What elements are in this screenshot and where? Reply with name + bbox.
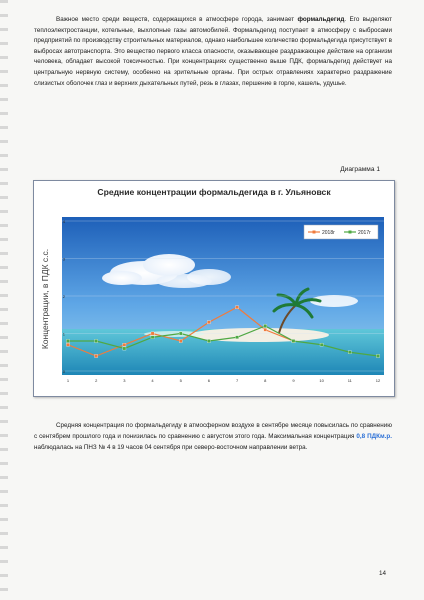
chart-legend — [304, 225, 378, 239]
page-number: 14 — [378, 570, 386, 577]
max-concentration-value: 0,8 ПДКм.р. — [356, 433, 392, 440]
data-point — [66, 343, 69, 346]
x-tick-label: 8 — [264, 378, 267, 383]
data-point — [235, 306, 238, 309]
x-tick-label: 4 — [151, 378, 154, 383]
data-point — [179, 339, 182, 342]
data-point — [207, 321, 210, 324]
x-tick-label: 1 — [66, 378, 70, 383]
summary-text-start: Средняя концентрация по формальдегиду в атмосферном воздухе в сентябре месяце повысилась по сравнению с сентябрем прошлого года и понизилась по сравнению с августом этого года. Максимальная концентрация — [34, 422, 392, 440]
x-tick-label: 12 — [375, 378, 381, 383]
binding-holes — [0, 0, 8, 600]
legend-label: 2017г — [358, 230, 371, 236]
x-tick-label: 2 — [95, 378, 98, 383]
legend-marker — [313, 231, 316, 234]
chart-title: Средние концентрации формальдегида в г. Ульяновск — [97, 187, 331, 197]
diagram-caption: Диаграмма 1 — [340, 166, 380, 173]
data-point — [264, 328, 267, 331]
data-point — [95, 354, 98, 357]
data-point — [376, 354, 379, 357]
data-point — [179, 332, 182, 335]
y-tick-label: 2 — [62, 294, 65, 299]
y-tick-label: 1 — [62, 331, 65, 337]
x-tick-label: 6 — [207, 378, 211, 383]
x-tick-label: 11 — [347, 378, 352, 383]
data-point — [66, 339, 69, 342]
data-point — [264, 324, 267, 327]
data-point — [292, 339, 295, 342]
legend-label: 2018г — [322, 230, 335, 236]
intro-highlight-term: формальдегид — [297, 16, 345, 23]
y-tick-label: 0 — [62, 369, 65, 374]
data-point — [123, 343, 126, 346]
x-tick-label: 9 — [292, 378, 295, 383]
data-point — [151, 332, 154, 335]
data-point — [207, 339, 210, 342]
chart-svg — [34, 181, 394, 396]
intro-text-start: Важное место среди веществ, содержащихся в атмосфере города, занимает — [56, 16, 298, 23]
intro-text-rest: . Его выделяют теплоэлектростанции, котельные, выхлопные газы автомобилей. Формальдегид поступает в атмосферу с выбросами предприятий по производству строительных материалов, однако наибольшее количество формальдегида присутствует в выбросах автотранспорта. Это вещество первого класса опасности, оказывающее раздражающее действие на организм человека, обладает высокой токсичностью. При концентрациях существенно выше ПДК, формальдегид действует на центральную нервную систему, особенно на зрительные органы. При острых отравлениях характерно раздражение слизистых оболочек глаз и верхних дыхательных путей, резь в глазах, першение в горле, кашель, удушье. — [34, 16, 393, 87]
y-tick-label: 3 — [62, 256, 65, 262]
x-tick-label: 7 — [235, 378, 239, 383]
x-tick-label: 3 — [123, 378, 126, 383]
summary-paragraph — [34, 420, 392, 453]
intro-paragraph — [34, 15, 392, 89]
y-axis-label: Концентрации, в ПДК с.с. — [40, 248, 50, 350]
data-point — [235, 336, 238, 339]
summary-text-rest: наблюдалась на ПНЗ № 4 в 19 часов 04 сентября при северо-восточном направлении ветра. — [34, 444, 308, 451]
data-point — [151, 336, 154, 339]
x-tick-label: 5 — [179, 378, 182, 383]
y-tick-label: 4 — [62, 219, 65, 224]
x-tick-label: 10 — [319, 378, 324, 383]
data-point — [123, 347, 126, 350]
data-point — [95, 339, 98, 342]
data-point — [348, 351, 351, 354]
chart-frame — [33, 180, 395, 397]
legend-marker — [349, 231, 352, 234]
data-point — [320, 343, 323, 346]
